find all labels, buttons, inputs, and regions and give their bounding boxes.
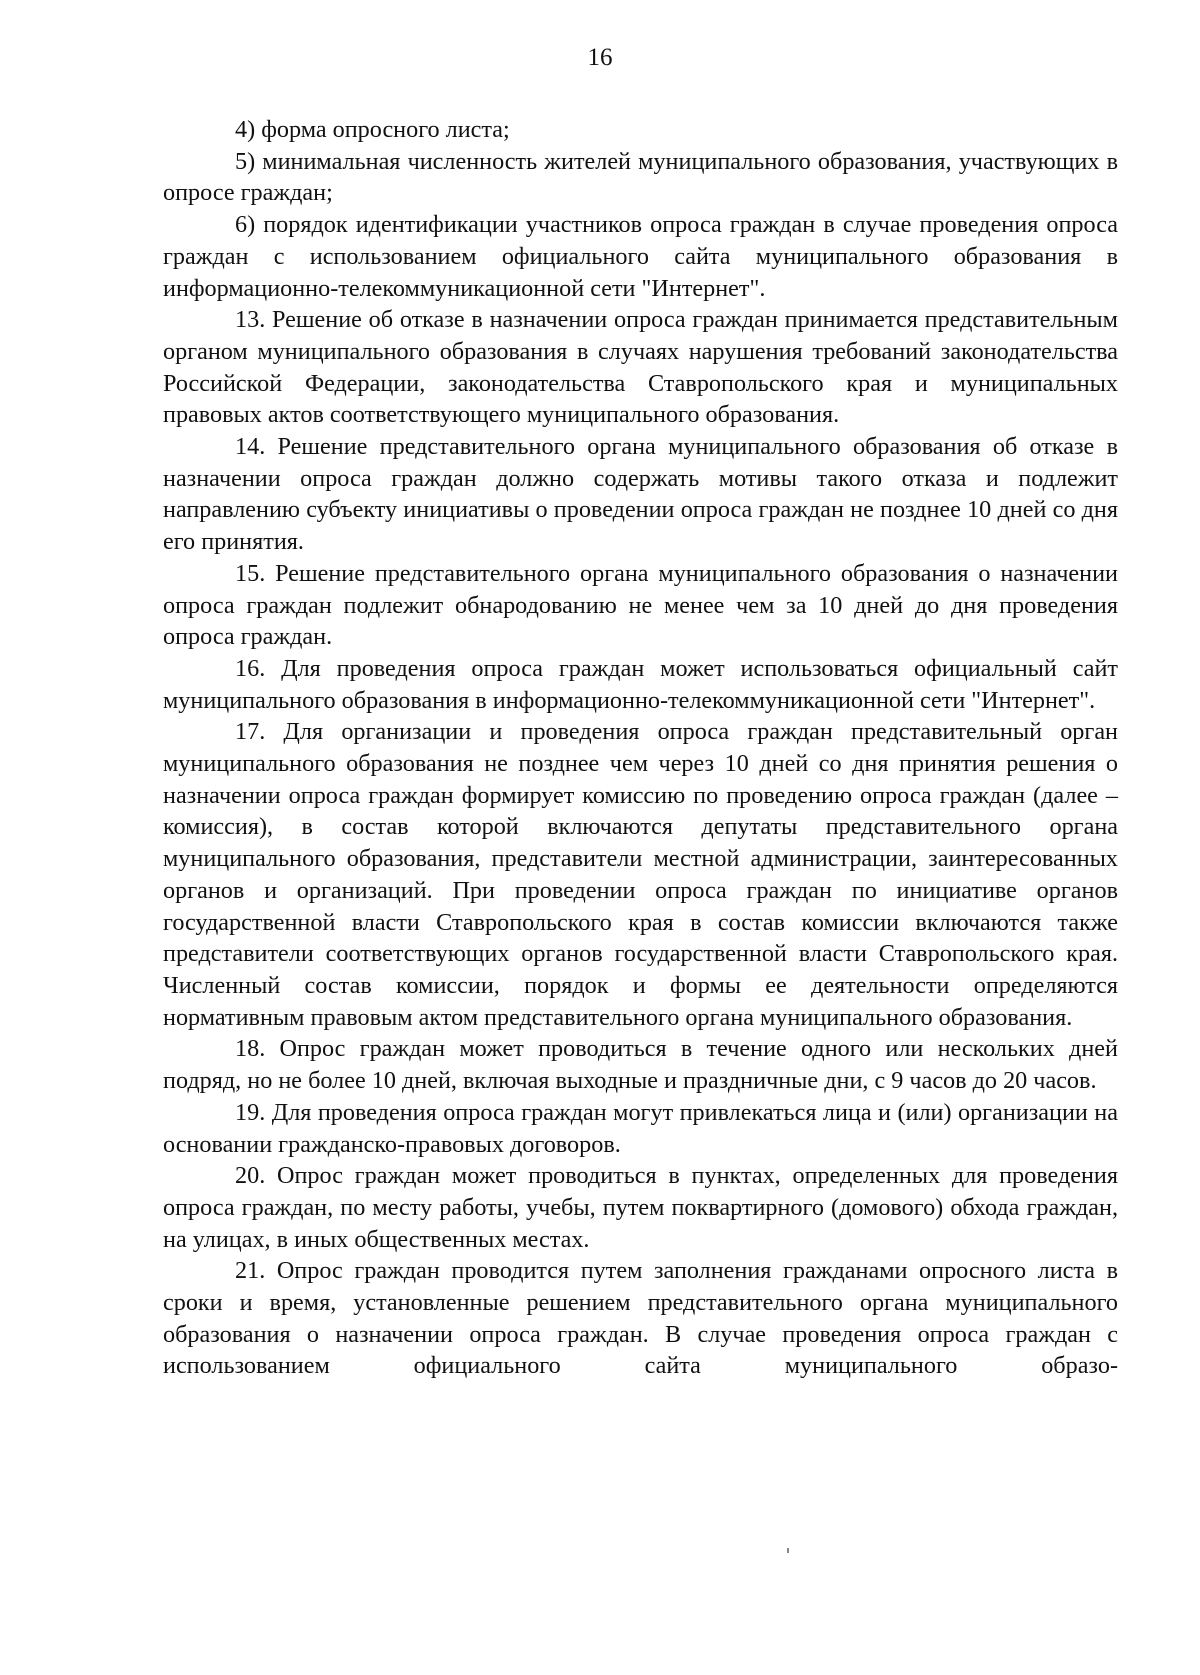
paragraph-21: 21. Опрос граждан проводится путем заполнения гражданами опросного листа в сроки и время, установленные решением представительного органа муниципального образования о назначении опроса граждан. В случае проведения опроса граждан с использованием официального сайта муниципального образо-	[163, 1257, 1118, 1380]
page-number: 16	[587, 44, 613, 71]
paragraph-item-6: 6) порядок идентификации участников опроса граждан в случае проведения опроса граждан с использованием официального сайта муниципального образования в информационно-телекоммуникационной сети "Интернет".	[163, 211, 1118, 302]
paragraph-14: 14. Решение представительного органа муниципального образования об отказе в назначении опроса граждан должно содержать мотивы такого отказа и подлежит направлению субъекту инициативы о проведении опроса граждан не позднее 10 дней со дня его принятия.	[163, 433, 1118, 556]
paragraph-13: 13. Решение об отказе в назначении опроса граждан принимается представительным органом муниципального образования в случаях нарушения требований законодательства Российской Федерации, законодательства Ставропольского края и муниципальных правовых актов соответствующего муниципального образования.	[163, 306, 1118, 429]
document-body	[163, 114, 1118, 1382]
paragraph-17: 17. Для организации и проведения опроса граждан представительный орган муниципального образования не позднее чем через 10 дней со дня принятия решения о назначении опроса граждан формирует комиссию по проведению опроса граждан (далее – комиссия), в состав которой включаются депутаты представительного органа муниципального образования, представители местной администрации, заинтересованных органов и организаций. При проведении опроса граждан по инициативе органов государственной власти Ставропольского края в состав комиссии включаются также представители соответствующих органов государственной власти Ставропольского края. Численный состав комиссии, порядок и формы ее деятельности определяются нормативным правовым актом представительного органа муниципального образования.	[163, 718, 1118, 1031]
scan-artifact-mark	[787, 1548, 789, 1553]
paragraph-item-4: 4) форма опросного листа;	[235, 116, 510, 143]
paragraph-item-5: 5) минимальная численность жителей муниципального образования, участвующих в опросе граждан;	[163, 147, 1118, 207]
paragraph-18: 18. Опрос граждан может проводиться в течение одного или нескольких дней подряд, но не более 10 дней, включая выходные и праздничные дни, с 9 часов до 20 часов.	[163, 1035, 1118, 1095]
paragraph-20: 20. Опрос граждан может проводиться в пунктах, определенных для проведения опроса граждан, по месту работы, учебы, путем поквартирного (домового) обхода граждан, на улицах, в иных общественных местах.	[163, 1162, 1118, 1253]
paragraph-16: 16. Для проведения опроса граждан может использоваться официальный сайт муниципального образования в информационно-телекоммуникационной сети "Интернет".	[163, 654, 1118, 714]
paragraph-19: 19. Для проведения опроса граждан могут привлекаться лица и (или) организации на основании гражданско-правовых договоров.	[163, 1098, 1118, 1158]
paragraph-15: 15. Решение представительного органа муниципального образования о назначении опроса граждан подлежит обнародованию не менее чем за 10 дней до дня проведения опроса граждан.	[163, 559, 1118, 651]
